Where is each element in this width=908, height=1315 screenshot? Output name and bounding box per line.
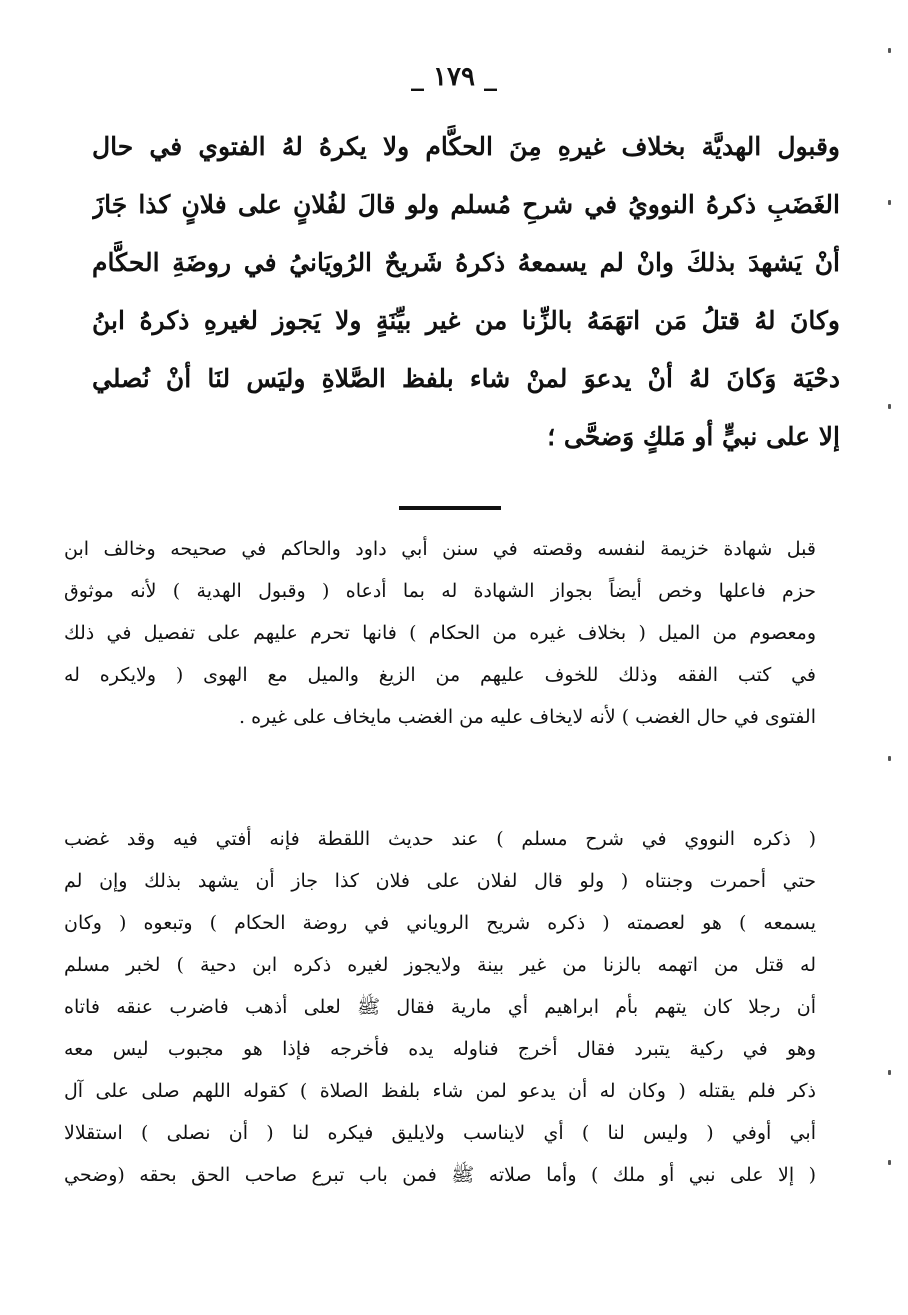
commentary-line: ذكر فلم يقتله ( وكان له أن يدعو لمن شاء بلفظ الصلاة ) كقوله اللهم صلى على آل <box>64 1080 816 1102</box>
commentary-block <box>64 818 816 1196</box>
section-divider <box>399 506 501 510</box>
commentary-line: أبي أوفي ( وليس لنا ) أي لايناسب ولايليق فيكره لنا ( أن نصلى ) استقلالا <box>64 1122 816 1144</box>
commentary-line: وهو في ركية يتبرد فقال أخرج فناوله يده فأخرجه فإذا هو مجبوب ليس معه <box>64 1038 816 1060</box>
scan-margin-mark <box>888 1160 891 1165</box>
commentary-line: حزم فاعلها وخص أيضاً بجواز الشهادة له بما أدعاه ( وقبول الهدية ) لأنه موثوق <box>64 580 816 602</box>
main-text-line: إلا على نبيٍّ أو مَلكٍ وَضحَّى ؛ <box>547 422 840 451</box>
scan-margin-mark <box>888 756 891 761</box>
main-text-line: وكانَ لهُ قتلُ مَن اتهَمَهُ بالزِّنا من غير بيِّنَةٍ ولا يَجوز لغيرهِ ذكرهُ ابنُ <box>92 306 840 335</box>
main-text-line: أنْ يَشهدَ بذلكَ وانْ لم يسمعهُ ذكرهُ شَريحٌ الرُويَانيُ في روضَةِ الحكَّام <box>92 248 840 277</box>
commentary-line: ومعصوم من الميل ( بخلاف غيره من الحكام ) فانها تحرم عليهم على تفصيل في ذلك <box>64 622 816 644</box>
commentary-block <box>64 528 816 738</box>
scan-margin-mark <box>888 404 891 409</box>
main-text-line: وقبول الهديَّة بخلاف غيرهِ مِنَ الحكَّام ولا يكرهُ لهُ الفتوي في حال <box>92 132 840 161</box>
main-text-line: الغَضَبِ ذكرهُ النوويُ في شرحِ مُسلم ولو قالَ لفُلانٍ على فلانٍ كذا جَازَ <box>92 190 840 219</box>
commentary-line: يسمعه ) هو لعصمته ( ذكره شريح الروياني في روضة الحكام ) وتبعوه ( وكان <box>64 912 816 934</box>
page-number: _ ١٧٩ _ <box>410 62 498 92</box>
commentary-line: الفتوى في حال الغضب ) لأنه لايخاف عليه من الغضب مايخاف على غيره . <box>238 706 816 728</box>
main-text-line: دحْيَة وَكانَ لهُ أنْ يدعوَ لمنْ شاء بلفظ الصَّلاةِ وليَس لنَا أنْ نُصلي <box>92 364 840 393</box>
commentary-line: حتي أحمرت وجنتاه ( ولو قال لفلان على فلان كذا جاز أن يشهد بذلك وإن لم <box>64 870 816 892</box>
commentary-line: أن رجلا كان يتهم بأم ابراهيم أي مارية فقال ﷺ لعلى أذهب فاضرب عنقه فاتاه <box>64 996 816 1018</box>
scan-margin-mark <box>888 48 891 53</box>
scan-margin-mark <box>888 200 891 205</box>
scan-margin-mark <box>888 1070 891 1075</box>
commentary-line: في كتب الفقه وذلك للخوف عليهم من الزيغ والميل مع الهوى ( ولايكره له <box>64 664 816 686</box>
commentary-line: ( إلا على نبي أو ملك ) وأما صلاته ﷺ فمن باب تبرع صاحب الحق بحقه (وضحي <box>64 1164 816 1186</box>
commentary-line: قبل شهادة خزيمة لنفسه وقصته في سنن أبي داود والحاكم في صحيحه وخالف ابن <box>64 538 816 560</box>
main-text-block <box>92 118 840 466</box>
commentary-line: ( ذكره النووي في شرح مسلم ) عند حديث اللقطة فإنه أفتي فيه وقد غضب <box>64 828 816 850</box>
commentary-line: له قتل من اتهمه بالزنا من غير بينة ولايجوز لغيره ذكره ابن دحية ) لخبر مسلم <box>64 954 816 976</box>
